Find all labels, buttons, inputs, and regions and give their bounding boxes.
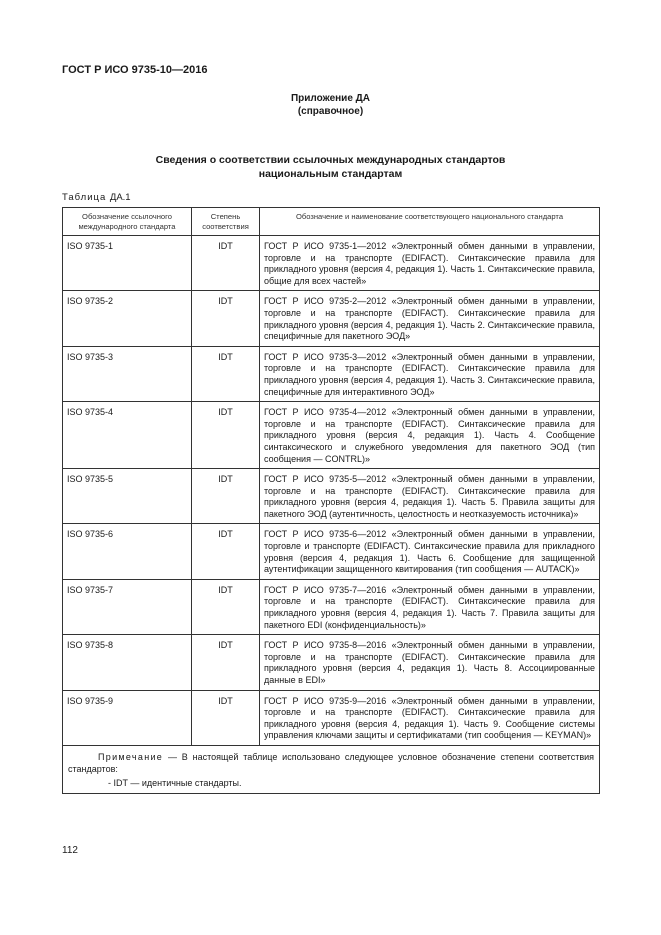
- national-cell: ГОСТ Р ИСО 9735-2—2012 «Электронный обмен данными в управлении, торговле и на транспорте (EDIFACT). Синтаксические правила для прикладного уровня (версия 4, редакция 1). Часть 2. Синтаксические правила, специфичные для пакетного ЭОД»: [260, 291, 600, 346]
- table-row: [63, 291, 600, 346]
- table-note: [63, 745, 600, 793]
- degree-cell: IDT: [192, 346, 260, 401]
- appendix-heading: [0, 92, 661, 118]
- national-cell: ГОСТ Р ИСО 9735-5—2012 «Электронный обмен данными в управлении, торговле и на транспорте (EDIFACT). Синтаксические правила для прикладного уровня (версия 4, редакция 1). Часть 5. Правила защиты для пакетного ЭОД (аутентичность, целостность и неотказуемость источника)»: [260, 469, 600, 524]
- ref-cell: ISO 9735-8: [63, 635, 192, 690]
- page-number: 112: [62, 845, 78, 856]
- ref-cell: ISO 9735-7: [63, 579, 192, 634]
- ref-cell: ISO 9735-5: [63, 469, 192, 524]
- national-cell: ГОСТ Р ИСО 9735-7—2016 «Электронный обмен данными в управлении, торговле и на транспорте (EDIFACT). Синтаксические правила для прикладного уровня (версия 4, редакция 1). Часть 7. Правила защиты для пакетного EDI (конфиденциальность)»: [260, 579, 600, 634]
- correspondence-table: [62, 207, 600, 794]
- note-text: — В настоящей таблице использовано следующее условное обозначение степени соответствия стандартов:: [68, 751, 594, 774]
- ref-cell: ISO 9735-2: [63, 291, 192, 346]
- appendix-subtitle: (справочное): [297, 106, 364, 117]
- degree-cell: IDT: [192, 635, 260, 690]
- national-cell: ГОСТ Р ИСО 9735-8—2016 «Электронный обмен данными в управлении, торговле и на транспорте (EDIFACT). Синтаксические правила для прикладного уровня (версия 4, редакция 1). Часть 8. Ассоциированные данные в EDI»: [260, 635, 600, 690]
- ref-cell: ISO 9735-9: [63, 690, 192, 745]
- national-cell: ГОСТ Р ИСО 9735-4—2012 «Электронный обмен данными в управлении, торговле и на транспорте (EDIFACT). Синтаксические правила для прикладного уровня (версия 4, редакция 1). Часть 4. Сообщение синтаксического и служебного уведомления для пакетного ЭОД (тип сообщения — CONTRL)»: [260, 402, 600, 469]
- table-caption-number: ДА.1: [109, 192, 131, 203]
- table-note-row: [63, 745, 600, 793]
- section-title-line-1: Сведения о соответствии ссылочных международных стандартов: [155, 154, 506, 166]
- table-row: [63, 469, 600, 524]
- national-cell: ГОСТ Р ИСО 9735-3—2012 «Электронный обмен данными в управлении, торговле и на транспорте (EDIFACT). Синтаксические правила для прикладного уровня (версия 4, редакция 1). Часть 3. Синтаксические правила, специфичные для интерактивного ЭОД»: [260, 346, 600, 401]
- appendix-title: Приложение ДА: [290, 93, 371, 104]
- table-row: [63, 690, 600, 745]
- degree-cell: IDT: [192, 579, 260, 634]
- table-caption: [62, 192, 131, 203]
- table-header-row: [63, 208, 600, 236]
- note-label: Примечание: [98, 751, 164, 762]
- degree-cell: IDT: [192, 524, 260, 579]
- table-row: [63, 635, 600, 690]
- degree-cell: IDT: [192, 236, 260, 291]
- degree-cell: IDT: [192, 469, 260, 524]
- ref-cell: ISO 9735-6: [63, 524, 192, 579]
- ref-cell: ISO 9735-1: [63, 236, 192, 291]
- note-line: [68, 751, 594, 775]
- degree-cell: IDT: [192, 291, 260, 346]
- table-row: [63, 402, 600, 469]
- national-cell: ГОСТ Р ИСО 9735-9—2016 «Электронный обмен данными в управлении, торговле и на транспорте (EDIFACT). Синтаксические правила для прикладного уровня (версия 4, редакция 1). Часть 9. Сообщение системы управления ключами защиты и сертификатами (тип сообщения — KEYMAN)»: [260, 690, 600, 745]
- note-item: - IDT — идентичные стандарты.: [108, 777, 242, 788]
- ref-cell: ISO 9735-4: [63, 402, 192, 469]
- national-cell: ГОСТ Р ИСО 9735-6—2012 «Электронный обмен данными в управлении, торговле и транспорте (EDIFACT). Синтаксические правила для прикладного уровня (версия 4, редакция 1). Часть 6. Сообщение для защищенной аутентификации защищенного квитирования (тип сообщения — AUTACK)»: [260, 524, 600, 579]
- degree-cell: IDT: [192, 690, 260, 745]
- table-row: [63, 579, 600, 634]
- table-row: [63, 346, 600, 401]
- table-row: [63, 236, 600, 291]
- column-header-national: Обозначение и наименование соответствующего национального стандарта: [260, 208, 600, 236]
- section-title-line-2: национальным стандартам: [258, 168, 403, 180]
- column-header-ref: Обозначение ссылочного международного стандарта: [63, 208, 192, 236]
- table-caption-prefix: Таблица: [62, 192, 107, 203]
- degree-cell: IDT: [192, 402, 260, 469]
- document-code: ГОСТ Р ИСО 9735-10—2016: [62, 64, 208, 76]
- column-header-degree: Степень соответствия: [192, 208, 260, 236]
- national-cell: ГОСТ Р ИСО 9735-1—2012 «Электронный обмен данными в управлении, торговле и на транспорте (EDIFACT). Синтаксические правила для прикладного уровня (версия 4, редакция 1). Часть 1. Синтаксические правила, общие для всех частей»: [260, 236, 600, 291]
- ref-cell: ISO 9735-3: [63, 346, 192, 401]
- section-title: [0, 153, 661, 181]
- table-row: [63, 524, 600, 579]
